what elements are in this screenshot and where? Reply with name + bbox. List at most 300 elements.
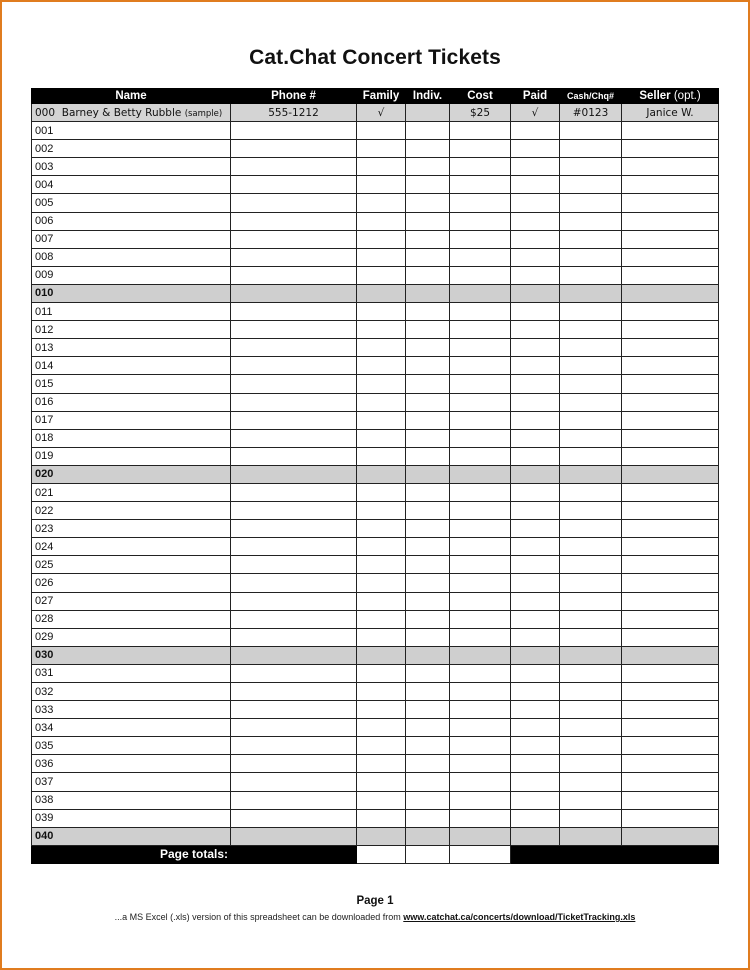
cash-chq-cell[interactable] [560,339,622,357]
paid-cell[interactable] [511,628,560,646]
cost-cell[interactable] [450,230,511,248]
cash-chq-cell[interactable] [560,520,622,538]
name-cell[interactable]: 040 [32,827,231,845]
cost-cell[interactable] [450,339,511,357]
paid-cell[interactable] [511,230,560,248]
seller-cell[interactable] [622,610,719,628]
name-cell[interactable]: 038 [32,791,231,809]
seller-cell[interactable] [622,158,719,176]
paid-cell[interactable] [511,284,560,302]
indiv-cell[interactable] [406,502,450,520]
family-cell[interactable] [357,628,406,646]
name-cell[interactable]: 020 [32,465,231,483]
name-cell[interactable]: 037 [32,773,231,791]
phone-cell[interactable] [231,266,357,284]
family-cell[interactable] [357,176,406,194]
cash-chq-cell[interactable] [560,809,622,827]
paid-cell[interactable] [511,158,560,176]
paid-cell[interactable] [511,212,560,230]
indiv-cell[interactable] [406,447,450,465]
seller-cell[interactable] [622,574,719,592]
family-cell[interactable] [357,303,406,321]
seller-cell[interactable] [622,447,719,465]
name-cell[interactable]: 008 [32,248,231,266]
name-cell[interactable]: 003 [32,158,231,176]
cost-cell[interactable] [450,411,511,429]
paid-cell[interactable] [511,719,560,737]
cost-cell[interactable] [450,809,511,827]
cash-chq-cell[interactable] [560,140,622,158]
indiv-cell[interactable] [406,194,450,212]
indiv-cell[interactable] [406,230,450,248]
seller-cell[interactable] [622,176,719,194]
indiv-cell[interactable] [406,701,450,719]
download-link[interactable]: www.catchat.ca/concerts/download/TicketTracking.xls [403,912,636,922]
seller-cell[interactable] [622,284,719,302]
phone-cell[interactable] [231,502,357,520]
cost-cell[interactable] [450,683,511,701]
paid-cell[interactable] [511,176,560,194]
indiv-cell[interactable] [406,122,450,140]
cash-chq-cell[interactable] [560,447,622,465]
cost-cell[interactable] [450,791,511,809]
phone-cell[interactable] [231,339,357,357]
indiv-cell[interactable] [406,465,450,483]
family-cell[interactable] [357,122,406,140]
cost-cell[interactable] [450,357,511,375]
seller-cell[interactable] [622,248,719,266]
cash-chq-cell[interactable] [560,248,622,266]
phone-cell[interactable] [231,773,357,791]
phone-cell[interactable] [231,827,357,845]
name-cell[interactable]: 026 [32,574,231,592]
phone-cell[interactable] [231,465,357,483]
paid-cell[interactable] [511,791,560,809]
family-cell[interactable] [357,737,406,755]
cash-chq-cell[interactable] [560,646,622,664]
phone-cell[interactable] [231,610,357,628]
name-cell[interactable]: 006 [32,212,231,230]
name-cell[interactable]: 025 [32,556,231,574]
seller-cell[interactable] [622,773,719,791]
name-cell[interactable]: 016 [32,393,231,411]
cash-chq-cell[interactable] [560,284,622,302]
sample-name-cell[interactable] [32,104,231,122]
paid-cell[interactable] [511,827,560,845]
seller-cell[interactable] [622,339,719,357]
phone-cell[interactable] [231,809,357,827]
indiv-cell[interactable] [406,610,450,628]
indiv-cell[interactable] [406,212,450,230]
name-cell[interactable]: 014 [32,357,231,375]
cash-chq-cell[interactable] [560,411,622,429]
cash-chq-cell[interactable] [560,176,622,194]
family-cell[interactable] [357,212,406,230]
cash-chq-cell[interactable] [560,719,622,737]
cash-chq-cell[interactable] [560,628,622,646]
paid-cell[interactable] [511,610,560,628]
indiv-cell[interactable] [406,664,450,682]
cost-cell[interactable] [450,284,511,302]
family-cell[interactable] [357,194,406,212]
family-cell[interactable] [357,140,406,158]
seller-cell[interactable] [622,809,719,827]
phone-cell[interactable] [231,737,357,755]
cash-chq-cell[interactable] [560,158,622,176]
cost-cell[interactable] [450,266,511,284]
family-cell[interactable] [357,230,406,248]
name-cell[interactable]: 010 [32,284,231,302]
seller-cell[interactable] [622,791,719,809]
family-cell[interactable] [357,791,406,809]
paid-cell[interactable] [511,646,560,664]
paid-cell[interactable] [511,809,560,827]
cost-cell[interactable] [450,140,511,158]
cash-chq-cell[interactable] [560,465,622,483]
seller-cell[interactable] [622,646,719,664]
indiv-cell[interactable] [406,158,450,176]
cash-chq-cell[interactable] [560,556,622,574]
indiv-cell[interactable] [406,284,450,302]
indiv-cell[interactable] [406,303,450,321]
cost-cell[interactable] [450,321,511,339]
cost-cell[interactable] [450,592,511,610]
cost-cell[interactable] [450,646,511,664]
sample-paid-cell[interactable]: √ [511,104,560,122]
phone-cell[interactable] [231,447,357,465]
cost-cell[interactable] [450,158,511,176]
name-cell[interactable]: 036 [32,755,231,773]
name-cell[interactable]: 001 [32,122,231,140]
indiv-cell[interactable] [406,646,450,664]
cost-cell[interactable] [450,483,511,501]
phone-cell[interactable] [231,303,357,321]
phone-cell[interactable] [231,592,357,610]
name-cell[interactable]: 011 [32,303,231,321]
indiv-cell[interactable] [406,755,450,773]
name-cell[interactable]: 035 [32,737,231,755]
seller-cell[interactable] [622,664,719,682]
family-cell[interactable] [357,719,406,737]
seller-cell[interactable] [622,719,719,737]
total-cost-cell[interactable] [450,845,511,863]
cost-cell[interactable] [450,176,511,194]
cash-chq-cell[interactable] [560,773,622,791]
seller-cell[interactable] [622,393,719,411]
phone-cell[interactable] [231,683,357,701]
paid-cell[interactable] [511,556,560,574]
phone-cell[interactable] [231,158,357,176]
name-cell[interactable]: 031 [32,664,231,682]
family-cell[interactable] [357,483,406,501]
cost-cell[interactable] [450,755,511,773]
indiv-cell[interactable] [406,339,450,357]
cost-cell[interactable] [450,701,511,719]
phone-cell[interactable] [231,122,357,140]
phone-cell[interactable] [231,230,357,248]
paid-cell[interactable] [511,303,560,321]
cost-cell[interactable] [450,719,511,737]
indiv-cell[interactable] [406,719,450,737]
paid-cell[interactable] [511,411,560,429]
indiv-cell[interactable] [406,683,450,701]
cost-cell[interactable] [450,393,511,411]
cash-chq-cell[interactable] [560,357,622,375]
total-indiv-cell[interactable] [406,845,450,863]
name-cell[interactable]: 009 [32,266,231,284]
total-family-cell[interactable] [357,845,406,863]
cost-cell[interactable] [450,502,511,520]
paid-cell[interactable] [511,737,560,755]
cost-cell[interactable] [450,610,511,628]
sample-family-cell[interactable]: √ [357,104,406,122]
paid-cell[interactable] [511,321,560,339]
family-cell[interactable] [357,664,406,682]
paid-cell[interactable] [511,574,560,592]
paid-cell[interactable] [511,393,560,411]
family-cell[interactable] [357,284,406,302]
indiv-cell[interactable] [406,538,450,556]
name-cell[interactable]: 021 [32,483,231,501]
paid-cell[interactable] [511,502,560,520]
phone-cell[interactable] [231,375,357,393]
cash-chq-cell[interactable] [560,393,622,411]
indiv-cell[interactable] [406,520,450,538]
family-cell[interactable] [357,158,406,176]
family-cell[interactable] [357,339,406,357]
name-cell[interactable]: 012 [32,321,231,339]
cost-cell[interactable] [450,303,511,321]
indiv-cell[interactable] [406,556,450,574]
seller-cell[interactable] [622,538,719,556]
indiv-cell[interactable] [406,483,450,501]
name-cell[interactable]: 017 [32,411,231,429]
seller-cell[interactable] [622,683,719,701]
cost-cell[interactable] [450,429,511,447]
family-cell[interactable] [357,248,406,266]
cash-chq-cell[interactable] [560,321,622,339]
family-cell[interactable] [357,610,406,628]
name-cell[interactable]: 033 [32,701,231,719]
seller-cell[interactable] [622,140,719,158]
seller-cell[interactable] [622,429,719,447]
cost-cell[interactable] [450,827,511,845]
cash-chq-cell[interactable] [560,122,622,140]
name-cell[interactable]: 024 [32,538,231,556]
cash-chq-cell[interactable] [560,737,622,755]
phone-cell[interactable] [231,574,357,592]
cost-cell[interactable] [450,773,511,791]
phone-cell[interactable] [231,755,357,773]
indiv-cell[interactable] [406,827,450,845]
cost-cell[interactable] [450,574,511,592]
phone-cell[interactable] [231,664,357,682]
cost-cell[interactable] [450,447,511,465]
name-cell[interactable]: 034 [32,719,231,737]
phone-cell[interactable] [231,176,357,194]
paid-cell[interactable] [511,122,560,140]
paid-cell[interactable] [511,538,560,556]
family-cell[interactable] [357,646,406,664]
indiv-cell[interactable] [406,411,450,429]
family-cell[interactable] [357,520,406,538]
indiv-cell[interactable] [406,773,450,791]
cost-cell[interactable] [450,194,511,212]
indiv-cell[interactable] [406,266,450,284]
paid-cell[interactable] [511,339,560,357]
cost-cell[interactable] [450,375,511,393]
cash-chq-cell[interactable] [560,429,622,447]
paid-cell[interactable] [511,248,560,266]
cost-cell[interactable] [450,248,511,266]
seller-cell[interactable] [622,375,719,393]
phone-cell[interactable] [231,791,357,809]
cost-cell[interactable] [450,122,511,140]
phone-cell[interactable] [231,212,357,230]
seller-cell[interactable] [622,303,719,321]
name-cell[interactable]: 019 [32,447,231,465]
paid-cell[interactable] [511,755,560,773]
seller-cell[interactable] [622,755,719,773]
seller-cell[interactable] [622,357,719,375]
indiv-cell[interactable] [406,429,450,447]
seller-cell[interactable] [622,520,719,538]
family-cell[interactable] [357,809,406,827]
family-cell[interactable] [357,375,406,393]
indiv-cell[interactable] [406,321,450,339]
phone-cell[interactable] [231,646,357,664]
phone-cell[interactable] [231,411,357,429]
name-cell[interactable]: 028 [32,610,231,628]
indiv-cell[interactable] [406,140,450,158]
seller-cell[interactable] [622,230,719,248]
seller-cell[interactable] [622,465,719,483]
indiv-cell[interactable] [406,357,450,375]
cash-chq-cell[interactable] [560,827,622,845]
cost-cell[interactable] [450,465,511,483]
name-cell[interactable]: 029 [32,628,231,646]
paid-cell[interactable] [511,375,560,393]
paid-cell[interactable] [511,520,560,538]
cost-cell[interactable] [450,520,511,538]
name-cell[interactable]: 002 [32,140,231,158]
cash-chq-cell[interactable] [560,483,622,501]
sample-indiv-cell[interactable] [406,104,450,122]
seller-cell[interactable] [622,592,719,610]
family-cell[interactable] [357,556,406,574]
indiv-cell[interactable] [406,809,450,827]
cash-chq-cell[interactable] [560,230,622,248]
sample-seller-cell[interactable]: Janice W. [622,104,719,122]
family-cell[interactable] [357,447,406,465]
cash-chq-cell[interactable] [560,375,622,393]
name-cell[interactable]: 023 [32,520,231,538]
phone-cell[interactable] [231,321,357,339]
cost-cell[interactable] [450,628,511,646]
cash-chq-cell[interactable] [560,683,622,701]
seller-cell[interactable] [622,737,719,755]
phone-cell[interactable] [231,483,357,501]
paid-cell[interactable] [511,683,560,701]
indiv-cell[interactable] [406,248,450,266]
paid-cell[interactable] [511,266,560,284]
cash-chq-cell[interactable] [560,212,622,230]
indiv-cell[interactable] [406,592,450,610]
family-cell[interactable] [357,465,406,483]
family-cell[interactable] [357,393,406,411]
name-cell[interactable]: 039 [32,809,231,827]
seller-cell[interactable] [622,321,719,339]
paid-cell[interactable] [511,483,560,501]
paid-cell[interactable] [511,357,560,375]
seller-cell[interactable] [622,827,719,845]
seller-cell[interactable] [622,266,719,284]
name-cell[interactable]: 018 [32,429,231,447]
family-cell[interactable] [357,827,406,845]
family-cell[interactable] [357,357,406,375]
paid-cell[interactable] [511,465,560,483]
phone-cell[interactable] [231,248,357,266]
cash-chq-cell[interactable] [560,791,622,809]
name-cell[interactable]: 032 [32,683,231,701]
name-cell[interactable]: 013 [32,339,231,357]
paid-cell[interactable] [511,194,560,212]
phone-cell[interactable] [231,520,357,538]
family-cell[interactable] [357,683,406,701]
paid-cell[interactable] [511,447,560,465]
family-cell[interactable] [357,266,406,284]
name-cell[interactable]: 030 [32,646,231,664]
family-cell[interactable] [357,574,406,592]
cash-chq-cell[interactable] [560,701,622,719]
phone-cell[interactable] [231,393,357,411]
indiv-cell[interactable] [406,375,450,393]
seller-cell[interactable] [622,411,719,429]
cash-chq-cell[interactable] [560,610,622,628]
seller-cell[interactable] [622,556,719,574]
cash-chq-cell[interactable] [560,664,622,682]
indiv-cell[interactable] [406,791,450,809]
sample-cost-cell[interactable]: $25 [450,104,511,122]
indiv-cell[interactable] [406,176,450,194]
phone-cell[interactable] [231,556,357,574]
paid-cell[interactable] [511,140,560,158]
paid-cell[interactable] [511,664,560,682]
cash-chq-cell[interactable] [560,755,622,773]
family-cell[interactable] [357,502,406,520]
family-cell[interactable] [357,321,406,339]
cash-chq-cell[interactable] [560,194,622,212]
paid-cell[interactable] [511,429,560,447]
cost-cell[interactable] [450,538,511,556]
seller-cell[interactable] [622,194,719,212]
seller-cell[interactable] [622,122,719,140]
seller-cell[interactable] [622,628,719,646]
cash-chq-cell[interactable] [560,592,622,610]
cost-cell[interactable] [450,556,511,574]
phone-cell[interactable] [231,284,357,302]
family-cell[interactable] [357,411,406,429]
name-cell[interactable]: 015 [32,375,231,393]
family-cell[interactable] [357,592,406,610]
name-cell[interactable]: 004 [32,176,231,194]
seller-cell[interactable] [622,212,719,230]
paid-cell[interactable] [511,701,560,719]
cost-cell[interactable] [450,737,511,755]
name-cell[interactable]: 005 [32,194,231,212]
cost-cell[interactable] [450,212,511,230]
family-cell[interactable] [357,773,406,791]
